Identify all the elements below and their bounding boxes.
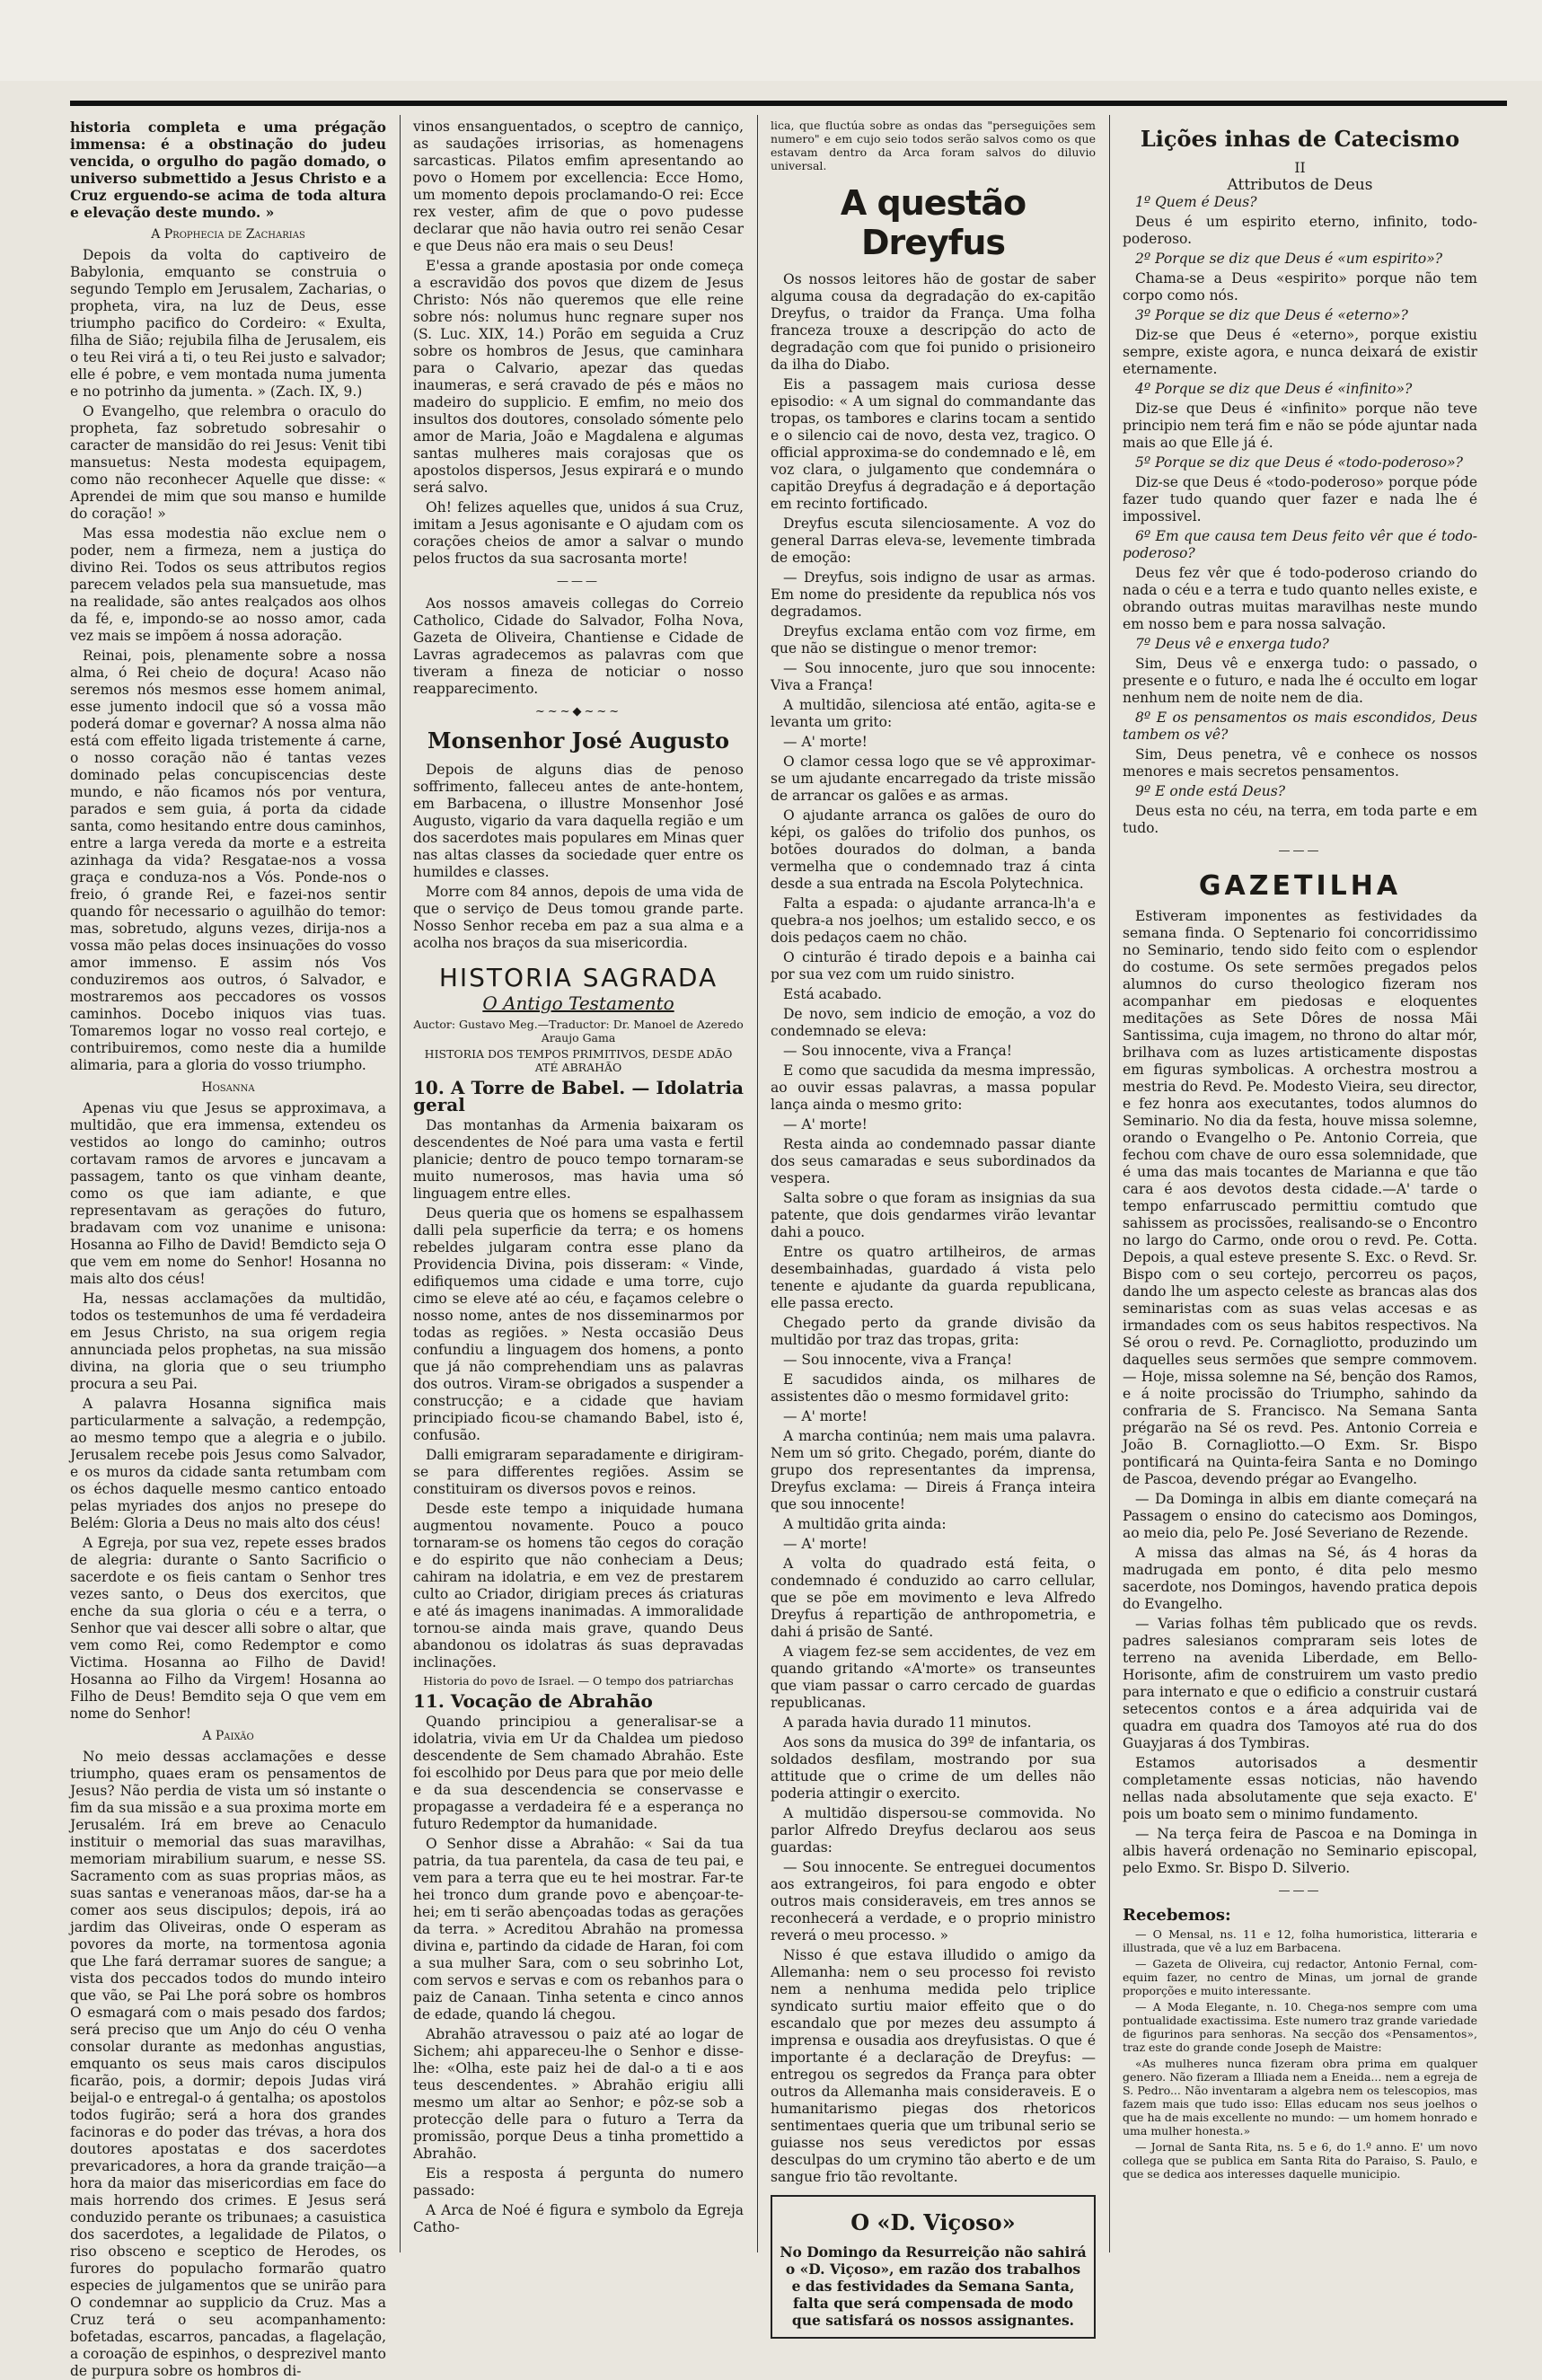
column-1 <box>70 119 386 2379</box>
paragraph: Dreyfus exclama então com voz firme, em que não se distingue o menor tremor: <box>771 623 1096 657</box>
paragraph: — Gazeta de Oliveira, cuj redactor, Antonio Fernal, com-equim fazer, no centro de Minas, um jornal de grande proporções e muito interessante. <box>1123 1957 1477 1997</box>
paragraph: historia completa e uma prégação immensa: é a obstinação do judeu vencida, o orgulho do pagão domado, o universo submettido a Jesus Christo e a Cruz erguendo-se acima de toda altura e elevação deste mundo. » <box>70 119 386 221</box>
paragraph: Aos sons da musica do 39º de infantaria, os soldados desfilam, mostrando por sua attitude que o crime de um delles não poderia attingir o exercito. <box>771 1734 1096 1802</box>
paragraph: — Da Dominga in albis em diante começará na Passagem o ensino do catecismo aos Domingos, ao meio dia, pelo Pe. José Severiano de Rezende. <box>1123 1491 1477 1541</box>
answer: Deus fez vêr que é todo-poderoso criando do nada o céu e a terra e tudo quanto nelles existe, e obrando outras muitas maravilhas neste mundo em nosso bem e para nossa salvação. <box>1123 565 1477 632</box>
section-number: II <box>1294 160 1306 176</box>
section-headline: Lições inhas de Catecismo <box>1140 126 1460 152</box>
paragraph: Depois de alguns dias de penoso soffrimento, falleceu antes de ante-hontem, em Barbacena, o illustre Monsenhor José Augusto, vigario da vara daquella região e um dos sacerdotes mais populares em Minas quer nas altas classes da sociedade quer entre os humildes e classes. <box>413 762 744 880</box>
answer: Diz-se que Deus é «infinito» porque não teve principio nem terá fim e não se póde ajuntar nada mais ao que Elle já é. <box>1123 401 1477 451</box>
paragraph: E'essa a grande apostasia por onde começa a escravidão dos povos que dizem de Jesus Christo: Nós não queremos que elle reine sobre nós: nolumus hunc regnare super nos (S. Luc. XIX, 14.) Porão em seguida a Cruz sobre os hombros de Jesus, que caminhara para o Calvario, apezar das quedas inaumeras, e será cravado de pés e mãos no madeiro do supplicio. E emfim, no meio dos insultos dos doutores, consolado sómente pelo amor de Maria, João e Magdalena e algumas santas mulheres mais corajosas que os apostolos dispersos, Jesus expirará e o mundo será salvo. <box>413 258 744 496</box>
paragraph: A multidão grita ainda: <box>783 1516 947 1532</box>
notice-text: No Domingo da Resurreição não sahirá o «D. Viçoso», em razão dos trabalhos e das festividades da Semana Santa, falta que será compensada de modo que satisfará os nossos assignantes. <box>780 2243 1087 2329</box>
paragraph: — Dreyfus, sois indigno de usar as armas. Em nome do presidente da republica nós vos degradamos. <box>771 569 1096 620</box>
paragraph: A multidão, silenciosa até então, agita-se e levanta um grito: <box>771 697 1096 730</box>
paragraph: Eis a resposta á pergunta do numero passado: <box>413 2165 744 2199</box>
answer: Diz-se que Deus é «todo-poderoso» porque póde fazer tudo quando quer fazer e nada lhe é impossivel. <box>1123 474 1477 524</box>
article-headline: A questão Dreyfus <box>840 183 1027 262</box>
period-heading: Historia do povo de Israel. — O tempo dos patriarchas <box>423 1674 734 1688</box>
paragraph: A marcha continúa; nem mais uma palavra. Nem um só grito. Chegado, porém, diante do grupo dos representantes da imprensa, Dreyfus exclama: — Direis á França inteira que sou innocente! <box>771 1428 1096 1512</box>
question: 7º Deus vê e enxerga tudo? <box>1135 636 1329 652</box>
paragraph: O cinturão é tirado depois e a bainha cai por sua vez com um ruido sinistro. <box>771 949 1096 983</box>
paragraph: Quando principiou a generalisar-se a idolatria, vivia em Ur da Chaldea um piedoso descendente de Sem chamado Abrahão. Este foi escolhido por Deus para que por meio delle e da sua descendencia se conservasse e propagasse a verdadeira fé e a esperança no futuro Redemptor da humanidade. <box>413 1714 744 1832</box>
period-heading: HISTORIA DOS TEMPOS PRIMITIVOS, DESDE ADÃO ATÉ ABRAHÃO <box>424 1047 733 1074</box>
top-rule <box>70 101 1507 106</box>
paragraph: Salta sobre o que foram as insignias da sua patente, que dois gendarmes virão levantar dahi a pouco. <box>771 1190 1096 1240</box>
paragraph: O ajudante arranca os galões de ouro do képi, os galões do trifolio dos punhos, os botões dourados do dolman, a banda vermelha que o condemnado traz á cinta desde a sua entrada na Escola Polytechnica. <box>771 807 1096 892</box>
section-heading: A Prophecia de Zacharias <box>151 227 305 242</box>
section-headline: HISTORIA SAGRADA <box>438 963 718 992</box>
paragraph: vinos ensanguentados, o sceptro de canniço, as saudações irrisorias, as homenagens sarcasticas. Pilatos emfim apresentando ao povo o Homem por excellencia: Ecce Homo, um momento depois proclamando-O rei: Ecce rex vester, afim de que o povo pudesse declarar que não havia outro rei senão Cesar e que Deus não era mais o seu Deus! <box>413 119 744 254</box>
paragraph: A Egreja, por sua vez, repete esses brados de alegria: durante o Santo Sacrificio o sacerdote e os fieis cantam o Senhor tres vezes santo, o Deus dos exercitos, que enche da sua gloria o céu e a terra, o Senhor que vai descer alli sobre o altar, que vem como Rei, como Redemptor e como Victima. Hosanna ao Filho de David! Hosanna ao Filho da Virgem! Hosanna ao Filho de Deus! Bemdito seja O que vem em nome do Senhor! <box>70 1535 386 1722</box>
column-divider <box>757 115 758 2252</box>
question: 2º Porque se diz que Deus é «um espirito»? <box>1135 251 1443 267</box>
separator: ——— <box>1278 844 1322 858</box>
paragraph: Desde este tempo a iniquidade humana augmentou novamente. Pouco a pouco tornaram-se os homens tão cegos do coração e do espirito que não conheciam a Deus; cahiram na idolatria, e em vez de prestarem culto ao Criador, dirigiam preces ás criaturas e até ás imagens inanimadas. A immoralidade tornou-se ainda mais grave, quando Deus abandonou os idolatras ás suas depravadas inclinações. <box>413 1501 744 1670</box>
paragraph: Chegado perto da grande divisão da multidão por traz das tropas, grita: <box>771 1315 1096 1348</box>
paragraph: A Arca de Noé é figura e symbolo da Egreja Catho- <box>413 2202 744 2235</box>
section-heading: Hosanna <box>201 1080 255 1095</box>
column-4 <box>1123 119 1477 2256</box>
paragraph: Estiveram imponentes as festividades da semana finda. O Septenario foi concorridissimo no Seminario, tendo sido feito com o esplendor do costume. Os sete sermões pregados pelos alumnos do curso theologico fizeram nos acompanhar em piedosas e eloquentes meditações as Sete Dôres de nossa Mãi Santissima, cuja imagem, no throno do altar mór, brilhava com as luzes artisticamente dispostas em figuras symbolicas. A orchestra mostrou a mestria do Revd. Pe. Modesto Vieira, seu director, e fez honra aos executantes, todos alumnos do Seminario. No dia da festa, houve missa solemne, orando o Evangelho o Pe. Antonio Correia, que fechou com chave de ouro essa solemnidade, que é uma das mais tocantes de Marianna e que tão cara é aos devotos desta cidade.—A' tarde o tempo enfarruscado permittiu comtudo que sahissem as procissões, realisando-se o Encontro no largo do Carmo, onde orou o revd. Pe. Cotta. Depois, a qual esteve presente S. Exc. o Revd. Sr. Bispo com o seu cortejo, percorreu os paços, dando lhe um aspecto celeste as brancas alas dos seminaristas com as suas velas accesas e as irmandades com os seus habitos respectivos. Na Sé orou o revd. Pe. Cornagliotto, produzindo um daquelles seus sermões que sempre commovem. — Hoje, missa solemne na Sé, benção dos Ramos, e á noite procissão do Triumpho, sahindo da confraria de S. Francisco. Na Semana Santa prégarão na Sé os revd. Pes. Antonio Correia e João B. Cornagliotto.—O Exm. Sr. Bispo pontificará na Quinta-feira Santa e no Domingo de Pascoa, devendo prégar ao Evangelho. <box>1123 908 1477 1487</box>
paragraph: — A Moda Elegante, n. 10. Chega-nos sempre com uma pontualidade exactissima. Este numero traz grande variedade de figurinos para senhoras. Na secção dos «Pensamentos», traz este do grande conde Joseph de Maistre: <box>1123 2000 1477 2054</box>
paragraph: — A' morte! <box>783 1116 868 1133</box>
article-title: 10. A Torre de Babel. — Idolatria geral <box>413 1077 744 1115</box>
notice-title: O «D. Viçoso» <box>850 2209 1016 2235</box>
question: 1º Quem é Deus? <box>1135 194 1257 210</box>
question: 6º Em que causa tem Deus feito vêr que é todo-poderoso? <box>1123 528 1477 561</box>
article-headline: Monsenhor José Augusto <box>427 727 730 754</box>
separator-ornament: ~~~◆~~~ <box>534 705 622 718</box>
paragraph: — Jornal de Santa Rita, ns. 5 e 6, do 1.º anno. E' um novo collega que se publica em Santa Rita do Paraiso, S. Paulo, e que se dedica aos interesses daquelle municipio. <box>1123 2140 1477 2181</box>
section-heading: A Paixão <box>202 1729 254 1743</box>
byline: Auctor: Gustavo Meg.—Traductor: Dr. Manoel de Azeredo Araujo Gama <box>413 1018 744 1045</box>
paragraph: Depois da volta do captiveiro de Babylonia, emquanto se construia o segundo Templo em Jerusalem, Zacharias, o propheta, vira, na luz de Deus, esse triumpho pacifico do Cordeiro: « Exulta, filha de Sião; rejubila filha de Jerusalem, eis o teu Rei virá a ti, o teu Rei justo e salvador; elle é pobre, e vem montada numa jumenta e no potrinho da jumenta. » (Zach. IX, 9.) <box>70 247 386 400</box>
paragraph: — Varias folhas têm publicado que os revds. padres salesianos compraram seis lotes de terreno na avenida Liberdade, em Bello-Horisonte, afim de construirem um vasto predio para internato e que o edificio a construir custará setecentos contos e a área adquirida vai de quadra em quadra dos Tamoyos até rua do dos Guayjaras á dos Tymbiras. <box>1123 1616 1477 1751</box>
paragraph: Está acabado. <box>783 986 882 1002</box>
paragraph: Nisso é que estava illudido o amigo da Allemanha: nem o seu processo foi revisto nem a nenhuma medida pelo triplice syndicato surtiu maior effeito que o do escandalo que por mezes deu assumpto á imprensa e ousadia aos dreyfusistas. O que é importante é a declaração de Dreyfus: — entregou os segredos da França para obter outros da Allemanha mais consideraveis. E o humanitarismo piegas dos rhetoricos sentimentaes queria que um tribunal serio se guiasse nos seus veredictos por essas desculpas do um crymino tão aberto e de um sangue frio tão revoltante. <box>771 1947 1096 2185</box>
question: 4º Porque se diz que Deus é «infinito»? <box>1135 381 1413 397</box>
notice-box <box>771 2195 1096 2339</box>
paragraph: O Senhor disse a Abrahão: « Sai da tua patria, da tua parentela, da casa de teu pai, e vem para a terra que eu te hei mostrar. Far-te hei tronco dum grande povo e abençoar-te-hei; em ti serão abençoadas todas as gerações da terra. » Acreditou Abrahão na promessa divina e, partindo da cidade de Haran, foi com a sua mulher Sara, com o seu sobrinho Lot, com servos e servas e com os rebanhos para o paiz de Canaan. Tinha setenta e cinco annos de edade, quando lá chegou. <box>413 1836 744 2023</box>
paragraph: lica, que fluctúa sobre as ondas das "perseguições sem numero" e em cujo seio todos serão salvos como os que estavam dentro da Arca foram salvos do diluvio universal. <box>771 119 1096 172</box>
column-divider <box>400 115 401 2252</box>
paragraph: — Na terça feira de Pascoa e na Dominga in albis haverá ordenação no Seminario episcopal, pelo Exmo. Sr. Bispo D. Silverio. <box>1123 1826 1477 1876</box>
paragraph: Oh! felizes aquelles que, unidos á sua Cruz, imitam a Jesus agonisante e O ajudam com os corações cheios de amor a salvar o mundo pelos fructos da sua sacrosanta morte! <box>413 499 744 567</box>
paragraph: — Sou innocente, viva a França! <box>783 1043 1012 1059</box>
section-subheadline: Attributos de Deus <box>1227 176 1373 194</box>
paragraph: A parada havia durado 11 minutos. <box>783 1714 1032 1731</box>
paragraph: Apenas viu que Jesus se approximava, a multidão, que era immensa, extendeu os vestidos ao longo do caminho; outros cortavam ramos de arvores e juncavam a passagem, tanto os que vinham deante, como os que iam adiante, e que representavam as gerações do futuro, bradavam com voz unanime e unisona: Hosanna ao Filho de David! Bemdicto seja O que vem em nome do Senhor! Hosanna no mais alto dos céus! <box>70 1100 386 1287</box>
paragraph: «As mulheres nunca fizeram obra prima em qualquer genero. Não fizeram a Illiada nem a Eneida... nem a egreja de S. Pedro... Não inventaram a algebra nem os telescopios, mas fazem mais que tudo isso: Ellas educam nos seus joelhos o que ha de mais excellente no mundo: — um homem honrado e uma mulher honesta.» <box>1123 2057 1477 2138</box>
answer: Sim, Deus penetra, vê e conhece os nossos menores e mais secretos pensamentos. <box>1123 746 1477 780</box>
article-title: 11. Vocação de Abrahão <box>413 1690 653 1712</box>
paragraph: Os nossos leitores hão de gostar de saber alguma cousa da degradação do ex-capitão Dreyfus, o traidor da França. Uma folha franceza trouxe a descripção do acto de degradação com que foi punido o prisioneiro da ilha do Diabo. <box>771 271 1096 373</box>
paragraph: A palavra Hosanna significa mais particularmente a salvação, a redempção, ao mesmo tempo que a alegria e o jubilo. Jerusalem recebe pois Jesus como Salvador, e os muros da cidade santa retumbam com os échos daquelle mesmo cantico entoado pelas myriades dos anjos no presepe do Belém: Gloria a Deus no mais alto dos céus! <box>70 1396 386 1531</box>
column-divider <box>1109 115 1110 2252</box>
paragraph: — Sou innocente, viva a França! <box>783 1352 1012 1368</box>
paragraph: Entre os quatro artilheiros, de armas desembainhadas, guardado á vista pelo tenente e ajudante da guarda republicana, elle passa erecto. <box>771 1244 1096 1311</box>
paragraph: Estamos autorisados a desmentir completamente essas noticias, não havendo nellas nada absolutamente que seja exacto. E' pois um boato sem o minimo fundamento. <box>1123 1755 1477 1822</box>
question: 5º Porque se diz que Deus é «todo-poderoso»? <box>1135 454 1463 471</box>
answer: Chama-se a Deus «espirito» porque não tem corpo como nós. <box>1123 270 1477 304</box>
section-heading: Recebemos: <box>1123 1906 1231 1925</box>
paragraph: Ha, nessas acclamações da multidão, todos os testemunhos de uma fé verdadeira em Jesus Christo, na sua origem regia annunciada pelos prophetas, na sua missão divina, na gloria que o seu triumpho procura a seu Pai. <box>70 1291 386 1392</box>
paragraph: Falta a espada: o ajudante arranca-lh'a e quebra-a nos joelhos; um estalido secco, e os dois pedaços caem no chão. <box>771 895 1096 946</box>
separator: ——— <box>1278 1884 1322 1898</box>
paragraph: A volta do quadrado está feita, o condemnado é conduzido ao carro cellular, que se põe em movimento e leva Alfredo Dreyfus á repartição de anthropometria, e dahi á prisão de Santé. <box>771 1556 1096 1640</box>
paragraph: Abrahão atravessou o paiz até ao logar de Sichem; ahi appareceu-lhe o Senhor e disse-lhe: «Olha, este paiz hei de dal-o a ti e aos teus descendentes. » Abrahão erigiu alli mesmo um altar ao Senhor; e pôz-se sob a protecção delle para o futuro a Terra da promissão, porque Deus a tinha promettido a Abrahão. <box>413 2026 744 2162</box>
paragraph: O Evangelho, que relembra o oraculo do propheta, faz sobretudo sobresahir o caracter de mansidão do rei Jesus: Venit tibi mansuetus: Nesta modesta equipagem, como não reconhecer Aquelle que disse: « Aprendei de mim que sou manso e humilde do coração! » <box>70 403 386 522</box>
paragraph: Dalli emigraram separadamente e dirigiram-se para differentes regiões. Assim se constituiram os diversos povos e reinos. <box>413 1447 744 1497</box>
paragraph: No meio dessas acclamações e desse triumpho, quaes eram os pensamentos de Jesus? Não perdia de vista um só instante o fim da sua missão e a sua proxima morte em Jerusalém. Irá em breve ao Cenaculo instituir o memorial das suas maravilhas, memoriam mirabilium suarum, e nesse SS. Sacramento com as suas proprias mãos, as suas santas e veneranoas mãos, dar-se ha a comer aos seus discipulos; depois, irá ao jardim das Oliveiras, onde O esperam as povores da morte, na tormentosa agonia que Lhe fará derramar suores de sangue; a vista dos peccados todos do mundo inteiro que vão, se Pai Lhe porá sobre os hombros O esmagará com o mais pesado dos fardos; será preciso que um Anjo do céu O venha consolar durante as medonhas angustias, emquanto os seus mais caros discipulos ficarão, pois, a dormir; depois Judas virá beijal-o e entregal-o á gentalha; os apostolos todos fugirão; será a hora dos grandes facinoras e do poder das trévas, a hora dos doutores apostatas e dos sacerdotes prevaricadores, a hora da grande traição—a hora da maior das misericordias em face do mais horrendo dos crimes. E Jesus será conduzido perante os tribunaes; a casuistica dos sacerdotes, a legalidade de Pilatos, o riso obsceno e sceptico de Herodes, os furores do populacho formarão quatro especies de julgamentos que se unirão para O condemnar ao supplicio da Cruz. Mas a Cruz terá o seu acompanhamento: bofetadas, escarros, pancadas, a flagelação, a coroação de espinhos, o desprezivel manto de purpura sobre os hombros di- <box>70 1749 386 2379</box>
question: 3º Porque se diz que Deus é «eterno»? <box>1135 307 1408 323</box>
answer: Deus esta no céu, na terra, em toda parte e em tudo. <box>1123 803 1477 836</box>
paragraph: — O Mensal, ns. 11 e 12, folha humoristica, litteraria e illustrada, que vê a luz em Barbacena. <box>1123 1927 1477 1954</box>
paragraph: Aos nossos amaveis collegas do Correio Catholico, Cidade do Salvador, Folha Nova, Gazeta de Oliveira, Chantiense e Cidade de Lavras agradecemos as palavras com que tiveram a fineza de noticiar o nosso reapparecimento. <box>413 595 744 697</box>
paragraph: — A' morte! <box>783 1536 868 1552</box>
paragraph: Deus queria que os homens se espalhassem dalli pela superficie da terra; e os homens rebeldes julgaram contra esse plano da Providencia Divina, pois disseram: « Vinde, edifiquemos uma cidade e uma torre, cujo cimo se eleve até ao céu, e façamos celebre o nosso nome, antes de nos disseminarmos por todas as regiões. » Nesta occasião Deus confundiu a linguagem dos homens, a ponto que já não comprehendiam uns as palavras dos outros. Viram-se obrigados a suspender a construcção; e a cidade que haviam principiado ficou-se chamando Babel, isto é, confusão. <box>413 1205 744 1443</box>
paragraph: Morre com 84 annos, depois de uma vida de que o serviço de Deus tomou grande parte. Nosso Senhor receba em paz a sua alma e a acolha nos braços da sua misericordia. <box>413 884 744 951</box>
paragraph: E sacudidos ainda, os milhares de assistentes dão o mesmo formidavel grito: <box>771 1371 1096 1405</box>
paragraph: Resta ainda ao condemnado passar diante dos seus camaradas e seus subordinados da vespera. <box>771 1136 1096 1186</box>
paragraph: O clamor cessa logo que se vê approximar-se um ajudante encarregado da triste missão de arrancar os galões e as armas. <box>771 754 1096 804</box>
paragraph: De novo, sem indicio de emoção, a voz do condemnado se eleva: <box>771 1006 1096 1039</box>
paragraph: A viagem fez-se sem accidentes, de vez em quando gritando «A'morte» os transeuntes que viam passar o carro cercado de guardas republicanas. <box>771 1644 1096 1711</box>
section-subheadline: O Antigo Testamento <box>482 992 674 1014</box>
paragraph: E como que sacudida da mesma impressão, ao ouvir essas palavras, a massa popular lança ainda o mesmo grito: <box>771 1062 1096 1113</box>
paragraph: — A' morte! <box>783 1408 868 1424</box>
paragraph: A multidão dispersou-se commovida. No parlor Alfredo Dreyfus declarou aos seus guardas: <box>771 1805 1096 1856</box>
paragraph: A missa das almas na Sé, ás 4 horas da madrugada em ponto, é dita pelo mesmo sacerdote, nos Domingos, havendo pratica depois do Evangelho. <box>1123 1545 1477 1612</box>
page-top-margin <box>0 0 1542 81</box>
answer: Deus é um espirito eterno, infinito, todo-poderoso. <box>1123 214 1477 247</box>
paragraph: Eis a passagem mais curiosa desse episodio: « A um signal do commandante das tropas, os tambores e clarins tocam a sentido e o silencio cai de novo, desta vez, tragico. O official approxima-se do condemnado e lê, em voz clara, o julgamento que condemnára o capitão Dreyfus á degradação e á deportação em recinto fortificado. <box>771 376 1096 512</box>
question: 8º E os pensamentos os mais escondidos, Deus tambem os vê? <box>1123 710 1477 743</box>
answer: Diz-se que Deus é «eterno», porque existiu sempre, existe agora, e nunca deixará de existir eternamente. <box>1123 327 1477 377</box>
paragraph: Reinai, pois, plenamente sobre a nossa alma, ó Rei cheio de doçura! Acaso não seremos nós mesmos esse homem animal, esse jumento indocil que só a vossa mão poderá domar e governar? A nossa alma não está com effeito ligada tristemente á carne, o nosso coração não é tantas vezes dominado pelas concupiscencias deste mundo, e não ficamos nós por ventura, parados e sem guia, á porta da cidade santa, como hesitando entre dous caminhos, entre a larga vereda da morte e a estreita azinhaga da vida? Resgatae-nos a vossa graça e conduza-nos a Vós. Ponde-nos o freio, ó grande Rei, e fazei-nos sentir quando fôr necessario o aguilhão do temor: mas, sobretudo, alguns vezes, dirija-nos a vossa mão pelas doces insinuações do vosso amor immenso. E assim nós Vos conduziremos aos outros, ó Salvador, e mostraremos aos peccadores os vossos caminhos. Docebo iniquos vias tuas. Tomaremos logar no vosso real cortejo, e contribuiremos, como neste dia a humilde alimaria, para a gloria do vosso triumpho. <box>70 648 386 1073</box>
separator: ——— <box>557 575 600 588</box>
column-2 <box>413 119 744 2256</box>
paragraph: — Sou innocente. Se entreguei documentos aos extrangeiros, foi para engodo e obter outros mais consideraveis, em tres annos se reconhecerá a verdade, e o proprio ministro reverá o meu processo. » <box>771 1859 1096 1944</box>
column-3 <box>771 119 1096 2329</box>
paragraph: — Sou innocente, juro que sou innocente: Viva a França! <box>771 660 1096 693</box>
section-headline: GAZETILHA <box>1198 870 1402 902</box>
paragraph: Mas essa modestia não exclue nem o poder, nem a firmeza, nem a justiça do divino Rei. Todos os seus attributos regios parecem velados pela sua mansuetude, mas na realidade, são antes realçados aos olhos da fé, e, impondo-se ao nosso amor, cada vez mais se impõem á nossa adoração. <box>70 525 386 644</box>
paragraph: Dreyfus escuta silenciosamente. A voz do general Darras eleva-se, levemente timbrada de emoção: <box>771 516 1096 566</box>
paragraph: Das montanhas da Armenia baixaram os descendentes de Noé para uma vasta e fertil planicie; dentro de pouco tempo tornaram-se muito numerosos, mas havia uma só linguagem entre elles. <box>413 1117 744 1202</box>
answer: Sim, Deus vê e enxerga tudo: o passado, o presente e o futuro, e nada lhe é occulto em logar nenhum nem de noite nem de dia. <box>1123 656 1477 706</box>
question: 9º E onde está Deus? <box>1135 783 1286 799</box>
paragraph: — A' morte! <box>783 734 868 750</box>
